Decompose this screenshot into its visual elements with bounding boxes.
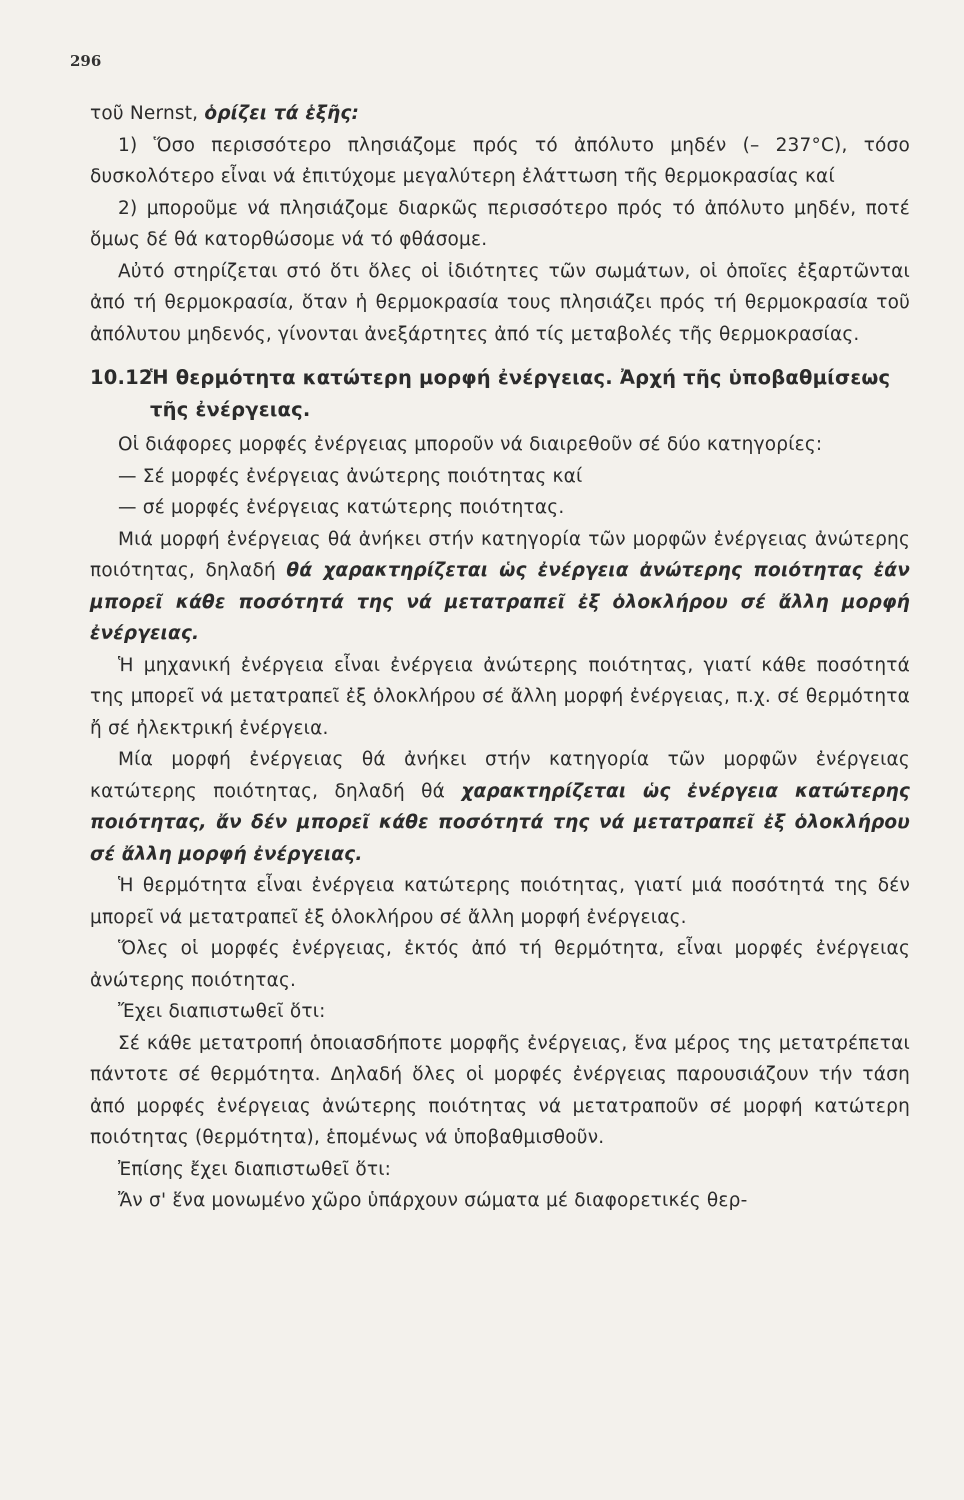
emphasis-text: ὁρίζει τά ἑξῆς: — [204, 103, 360, 124]
page-text — [90, 98, 910, 1217]
list-item-higher-quality: — Σέ μορφές ἐνέργειας ἀνώτερης ποιότητας καί — [118, 465, 583, 487]
paragraph-nernst-intro — [90, 98, 910, 130]
section-number: 10.12 — [90, 366, 153, 389]
emphasis-text: θά χαρακτηρίζεται ὡς ἐνέργεια ἀνώτερης ποιότητας ἐάν μπορεῖ κάθε ποσότητά της νά μετατραπεῖ ἐξ ὁλοκλήρου σέ ἄλλη μορφή ἐνέργειας. — [90, 560, 911, 644]
section-heading — [90, 362, 910, 425]
section-title: Ἡ θερμότητα κατώτερη μορφή ἐνέργειας. Ἀρχή τῆς ὑποβαθμίσεως τῆς ἐνέργειας. — [150, 366, 891, 421]
text-run: Μιά μορφή ἐνέργειας θά ἀνήκει στήν κατηγορία τῶν μορφῶν ἐνέργειας ἀνώτερης ποιότητας, δηλαδή — [90, 528, 910, 581]
paragraph-also-established: Ἐπίσης ἔχει διαπιστωθεῖ ὅτι: — [118, 1158, 392, 1180]
paragraph-explanation: Αὐτό στηρίζεται στό ὅτι ὅλες οἱ ἰδιότητες τῶν σωμάτων, οἱ ὁποῖες ἐξαρτῶνται ἀπό τή θερμοκρασία, ὅταν ἡ θερμοκρασία τους πλησιάζει πρός τή θερμοκρασία τοῦ ἀπόλυτου μηδενός, γίνονται ἀνεξάρτητες ἀπό τίς μεταβολές τῆς θερμοκρασίας. — [90, 260, 910, 345]
paragraph-higher-definition — [90, 524, 910, 650]
page-number: 296 — [70, 52, 102, 70]
paragraph-degradation: Σέ κάθε μετατροπή ὁποιασδήποτε μορφῆς ἐνέργειας, ἕνα μέρος της μετατρέπεται πάντοτε σέ θερμότητα. Δηλαδή ὅλες οἱ μορφές ἐνέργειας παρουσιάζουν τήν τάση ἀπό μορφές ἐνέργειας ἀνώτερης ποιότητας νά μετατραποῦν σέ μορφή κατώτερη ποιότητας (θερμότητα), ἑπομένως νά ὑποβαθμισθοῦν. — [90, 1032, 910, 1148]
list-item-lower-quality: — σέ μορφές ἐνέργειας κατώτερης ποιότητας. — [118, 497, 565, 518]
paragraph-categories: Οἱ διάφορες μορφές ἐνέργειας μποροῦν νά διαιρεθοῦν σέ δύο κατηγορίες: — [118, 434, 823, 455]
paragraph-isolated-space: Ἄν σ' ἕνα μονωμένο χῶρο ὑπάρχουν σώματα μέ διαφορετικές θερ- — [118, 1190, 748, 1211]
paragraph-statement-2: 2) μποροῦμε νά πλησιάζομε διαρκῶς περισσότερο πρός τό ἀπόλυτο μηδέν, ποτέ ὅμως δέ θά κατορθώσομε νά τό φθάσομε. — [90, 197, 910, 250]
text-run: τοῦ Nernst, — [90, 103, 205, 124]
paragraph-statement-1: 1) Ὅσο περισσότερο πλησιάζομε πρός τό ἀπόλυτο μηδέν (– 237°C), τόσο δυσκολότερο εἶναι νά ἐπιτύχομε μεγαλύτερη ἐλάττωση τῆς θερμοκρασίας καί — [90, 134, 910, 187]
emphasis-text: χαρακτηρίζεται ὡς ἐνέργεια κατώτερης ποιότητας, ἄν δέν μπορεῖ κάθε ποσότητά της νά μετατραπεῖ ἐξ ὁλοκλήρου σέ ἄλλη μορφή ἐνέργειας. — [90, 780, 910, 865]
paragraph-lower-definition — [90, 744, 910, 870]
text-run: Μία μορφή ἐνέργειας θά ἀνήκει στήν κατηγορία τῶν μορφῶν ἐνέργειας κατώτερης ποιότητας, δηλαδή θά — [90, 749, 910, 802]
paragraph-all-forms: Ὅλες οἱ μορφές ἐνέργειας, ἐκτός ἀπό τή θερμότητα, εἶναι μορφές ἐνέργειας ἀνώτερης ποιότητας. — [90, 938, 910, 991]
paragraph-established: Ἔχει διαπιστωθεῖ ὅτι: — [118, 1001, 326, 1022]
paragraph-mechanical-energy: Ἡ μηχανική ἐνέργεια εἶναι ἐνέργεια ἀνώτερης ποιότητας, γιατί κάθε ποσότητά της μπορεῖ νά μετατραπεῖ ἐξ ὁλοκλήρου σέ ἄλλη μορφή ἐνέργειας, π.χ. σέ θερμότητα ἤ σέ ἠλεκτρική ἐνέργεια. — [90, 654, 910, 739]
paragraph-heat: Ἡ θερμότητα εἶναι ἐνέργεια κατώτερης ποιότητας, γιατί μιά ποσότητά της δέν μπορεῖ νά μετατραπεῖ ἐξ ὁλοκλήρου σέ ἄλλη μορφή ἐνέργειας. — [90, 875, 910, 928]
